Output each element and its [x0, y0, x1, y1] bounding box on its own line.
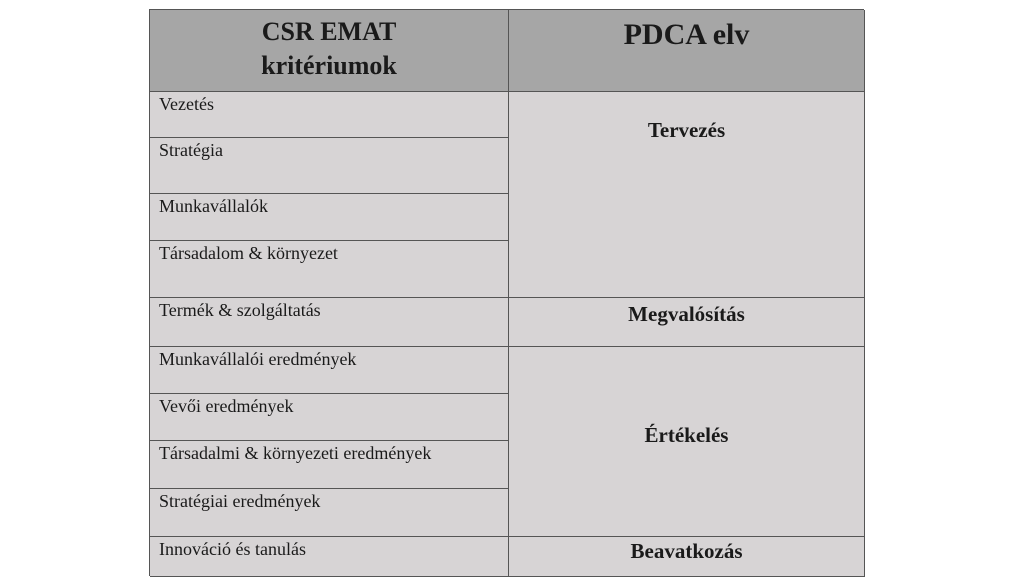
criterion-cell: Stratégiai eredmények — [150, 489, 509, 537]
criterion-cell: Munkavállalók — [150, 194, 509, 241]
header-pdca: PDCA elv — [509, 10, 865, 92]
phase-plan: Tervezés — [509, 92, 865, 298]
criterion-cell: Vezetés — [150, 92, 509, 138]
phase-act: Beavatkozás — [509, 537, 865, 577]
csr-pdca-table — [149, 9, 864, 576]
header-criteria-line1: CSR EMAT — [261, 17, 397, 46]
criterion-cell: Stratégia — [150, 138, 509, 194]
criterion-cell: Termék & szolgáltatás — [150, 298, 509, 347]
phase-do: Megvalósítás — [509, 298, 865, 347]
header-criteria — [150, 10, 509, 92]
phase-check: Értékelés — [509, 347, 865, 537]
criterion-cell: Társadalom & környezet — [150, 241, 509, 298]
criterion-cell: Társadalmi & környezeti eredmények — [150, 441, 509, 489]
criterion-cell: Innováció és tanulás — [150, 537, 509, 577]
criterion-cell: Munkavállalói eredmények — [150, 347, 509, 394]
criterion-cell: Vevői eredmények — [150, 394, 509, 441]
header-criteria-line2: kritériumok — [261, 51, 397, 80]
